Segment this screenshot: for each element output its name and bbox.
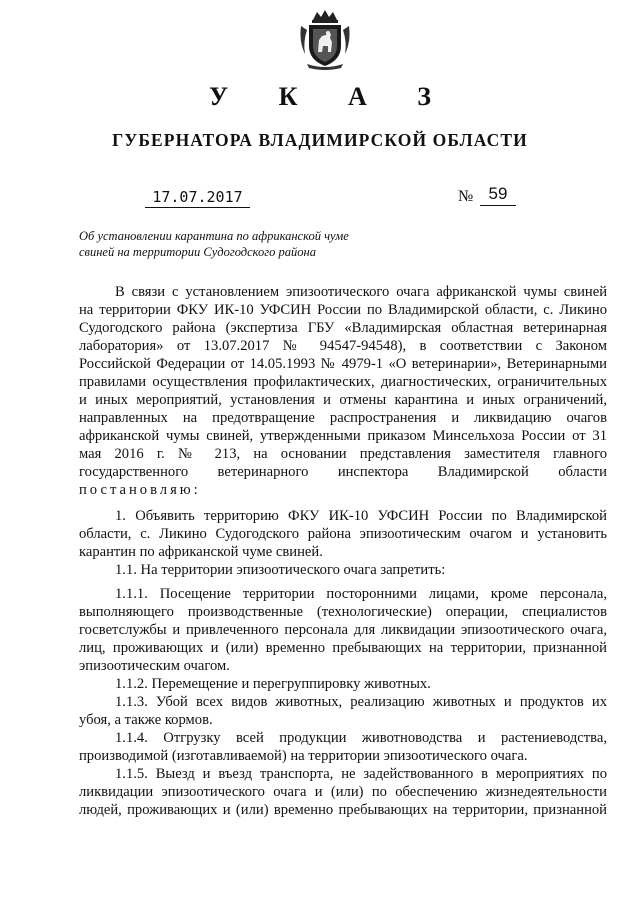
- document-title: У К А З: [209, 82, 453, 111]
- item-1-1: [79, 561, 607, 579]
- item-line: 1. Объявить территорию ФКУ ИК-10 УФСИН России по Владимирской: [115, 508, 607, 524]
- item-line: 1.1.5. Выезд и въезд транспорта, не задействованного в мероприятиях по: [115, 766, 607, 782]
- preamble-line: Российской Федерации от 14.05.1993 № 4979-1 «О ветеринарии», Ветеринарными: [79, 356, 607, 372]
- subject-line: Об установлении карантина по африканской чуме: [79, 229, 349, 243]
- coat-of-arms-emblem: [297, 8, 353, 70]
- document-number: 59: [480, 184, 516, 206]
- item-line: госветслужбы и привлеченного персонала для ликвидации эпизоотического очага,: [79, 622, 607, 638]
- item-line: ликвидации эпизоотического очага и (или) по обеспечению жизнедеятельности: [79, 784, 607, 800]
- preamble-line: Судогодского района (экспертиза ГБУ «Владимирская областная ветеринарная: [79, 320, 607, 336]
- item-line: 1.1.3. Убой всех видов животных, реализацию животных и продуктов их: [115, 694, 607, 710]
- preamble-paragraph: [79, 283, 607, 499]
- item-1-1-4: [79, 729, 607, 765]
- item-line: области, с. Ликино Судогодского района эпизоотическим очагом и установить: [79, 526, 607, 542]
- preamble-line: на территории ФКУ ИК-10 УФСИН России по Владимирской области, с. Ликино: [79, 302, 607, 318]
- item-line: убоя, а также кормов.: [79, 712, 213, 728]
- number-label: №: [458, 188, 474, 205]
- item-line: лиц, проживающих и (или) временно пребывающих на территории, признанной: [79, 640, 607, 656]
- subject-line: свиней на территории Судогодского района: [79, 245, 316, 259]
- preamble-line: лаборатория» от 13.07.2017 № 94547-94548), в соответствии с Законом: [79, 338, 607, 354]
- item-line: эпизоотическим очагом.: [79, 658, 230, 674]
- item-line: 1.1.4. Отгрузку всей продукции животноводства и растениеводства,: [115, 730, 607, 746]
- item-1-1-2: [79, 675, 607, 693]
- item-line: карантин по африканской чуме свиней.: [79, 544, 323, 560]
- preamble-line: африканской чумы свиней, утвержденными приказом Минсельхоза России от 31: [79, 428, 607, 444]
- item-line: 1.1.1. Посещение территории посторонними лицами, кроме персонала,: [115, 586, 607, 602]
- item-line: людей, проживающих и (или) временно пребывающих на территории, признанной: [79, 802, 607, 818]
- preamble-line: мая 2016 г. № 213, на основании представления заместителя главного: [79, 446, 607, 462]
- preamble-line: направленных на предотвращение распространения и ликвидацию очагов: [79, 410, 607, 426]
- item-line: 1.1.2. Перемещение и перегруппировку животных.: [115, 676, 431, 692]
- item-line: выполняющего производственные (технологические) операции, специалистов: [79, 604, 607, 620]
- item-line: 1.1. На территории эпизоотического очага запретить:: [115, 562, 446, 578]
- preamble-line: правилами осуществления профилактических, диагностических, ограничительных: [79, 374, 607, 390]
- preamble-line: государственного ветеринарного инспектора Владимирской области: [79, 464, 607, 480]
- item-line: производимой (изготавливаемой) на территории эпизоотического очага.: [79, 748, 528, 764]
- item-1-1-1: [79, 585, 607, 675]
- document-body: [79, 283, 607, 819]
- decree-word: постановляю:: [79, 482, 201, 498]
- document-subject: [79, 228, 379, 260]
- document-date: 17.07.2017: [145, 188, 250, 208]
- item-1-1-3: [79, 693, 607, 729]
- item-1: [79, 507, 607, 561]
- document-subtitle: ГУБЕРНАТОРА ВЛАДИМИРСКОЙ ОБЛАСТИ: [112, 130, 528, 150]
- preamble-line: В связи с установлением эпизоотического очага африканской чумы свиней: [115, 284, 607, 300]
- item-1-1-5: [79, 765, 607, 819]
- preamble-line: и иных мероприятий, установления и отмены карантина и иных ограничений,: [79, 392, 607, 408]
